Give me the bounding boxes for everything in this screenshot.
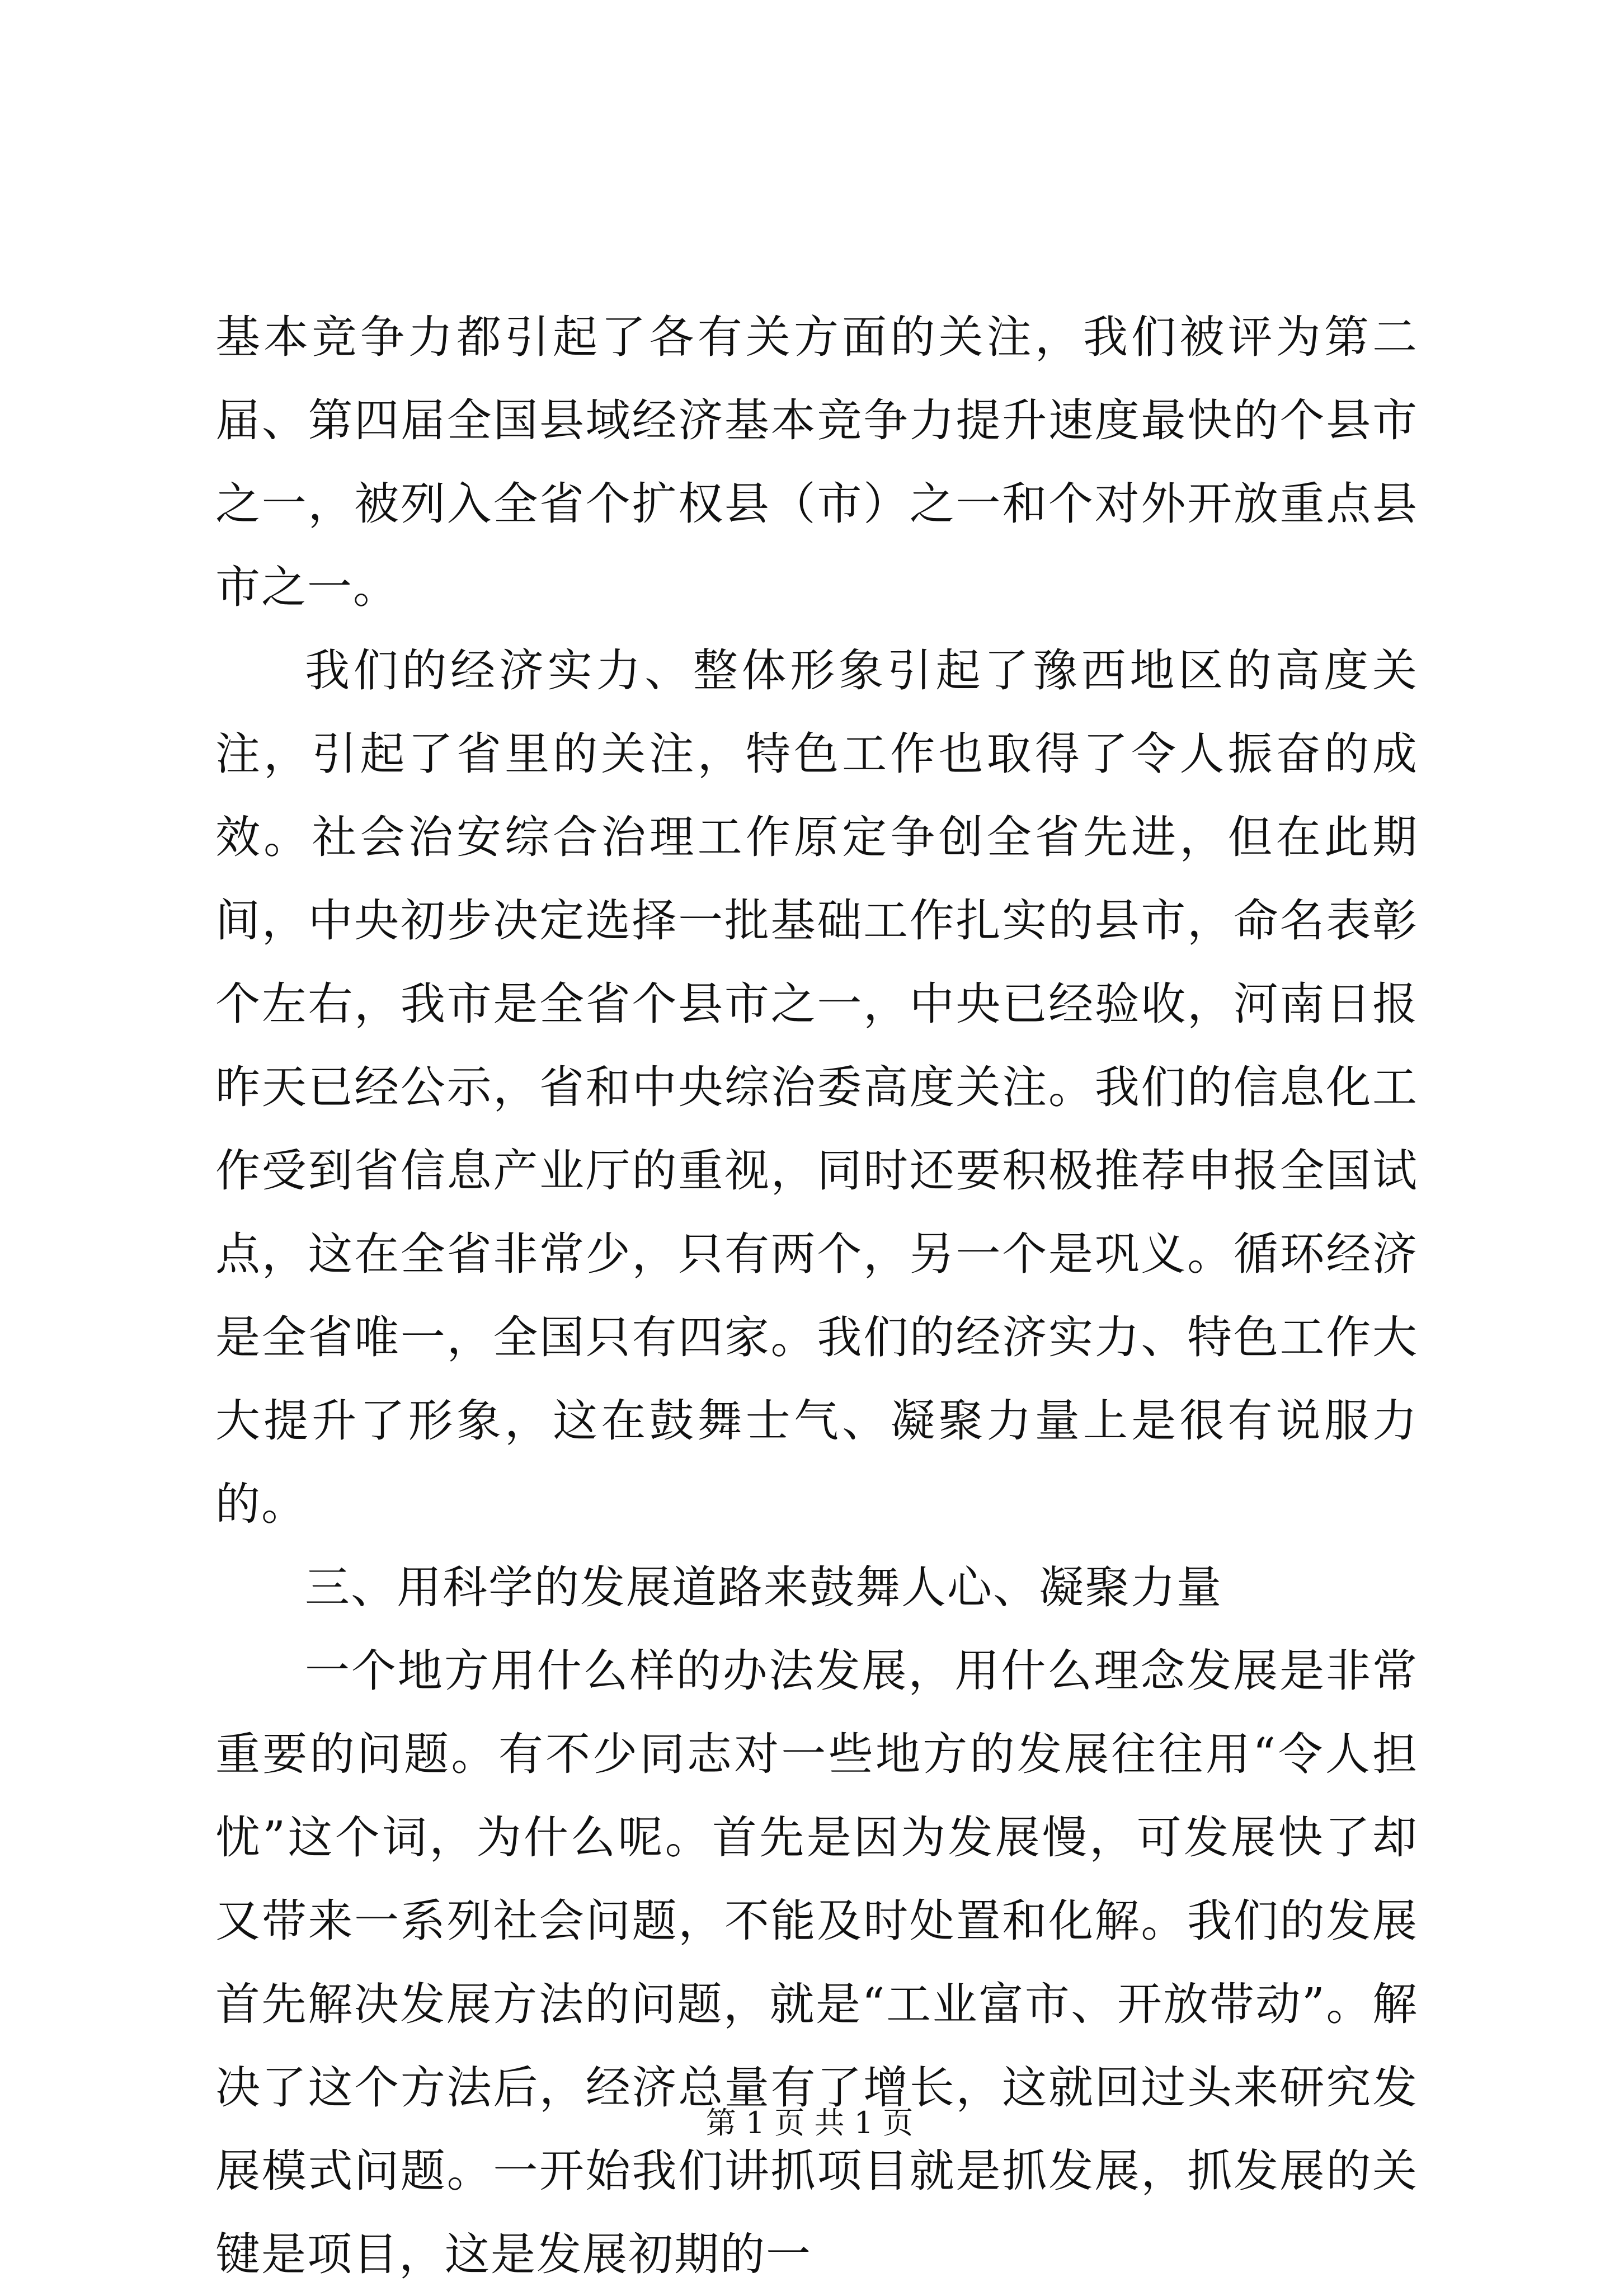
- paragraph-development-methods: 一个地方用什么样的办法发展，用什么理念发展是非常重要的问题。有不少同志对一些地方的发展往往用“令人担忧”这个词，为什么呢。首先是因为发展慢，可发展快了却又带来一系列社会问题，不能及时处置和化解。我们的发展首先解决发展方法的问题，就是“工业富市、开放带动”。解决了这个方法后，经济总量有了增长，这就回过头来研究发展模式问题。一开始我们讲抓项目就是抓发展，抓发展的关键是项目，这是发展初期的一: [215, 1645, 1418, 2280]
- document-body: [215, 295, 1418, 2296]
- paragraph-continuation: 基本竞争力都引起了各有关方面的关注，我们被评为第二届、第四届全国县域经济基本竞争力提升速度最快的个县市之一，被列入全省个扩权县（市）之一和个对外开放重点县市之一。: [215, 311, 1418, 613]
- paragraph-image-and-achievements: 我们的经济实力、整体形象引起了豫西地区的高度关注，引起了省里的关注，特色工作也取得了令人振奋的成效。社会治安综合治理工作原定争创全省先进，但在此期间，中央初步决定选择一批基础工作扎实的县市，命名表彰个左右，我市是全省个县市之一，中央已经验收，河南日报昨天已经公示，省和中央综治委高度关注。我们的信息化工作受到省信息产业厅的重视，同时还要积极推荐申报全国试点，这在全省非常少，只有两个，另一个是巩义。循环经济是全省唯一，全国只有四家。我们的经济实力、特色工作大大提升了形象，这在鼓舞士气、凝聚力量上是很有说服力的。: [215, 644, 1418, 1530]
- section-heading-3: 三、用科学的发展道路来鼓舞人心、凝聚力量: [305, 1561, 1222, 1613]
- page-footer: 第 1 页 共 1 页: [705, 2105, 914, 2140]
